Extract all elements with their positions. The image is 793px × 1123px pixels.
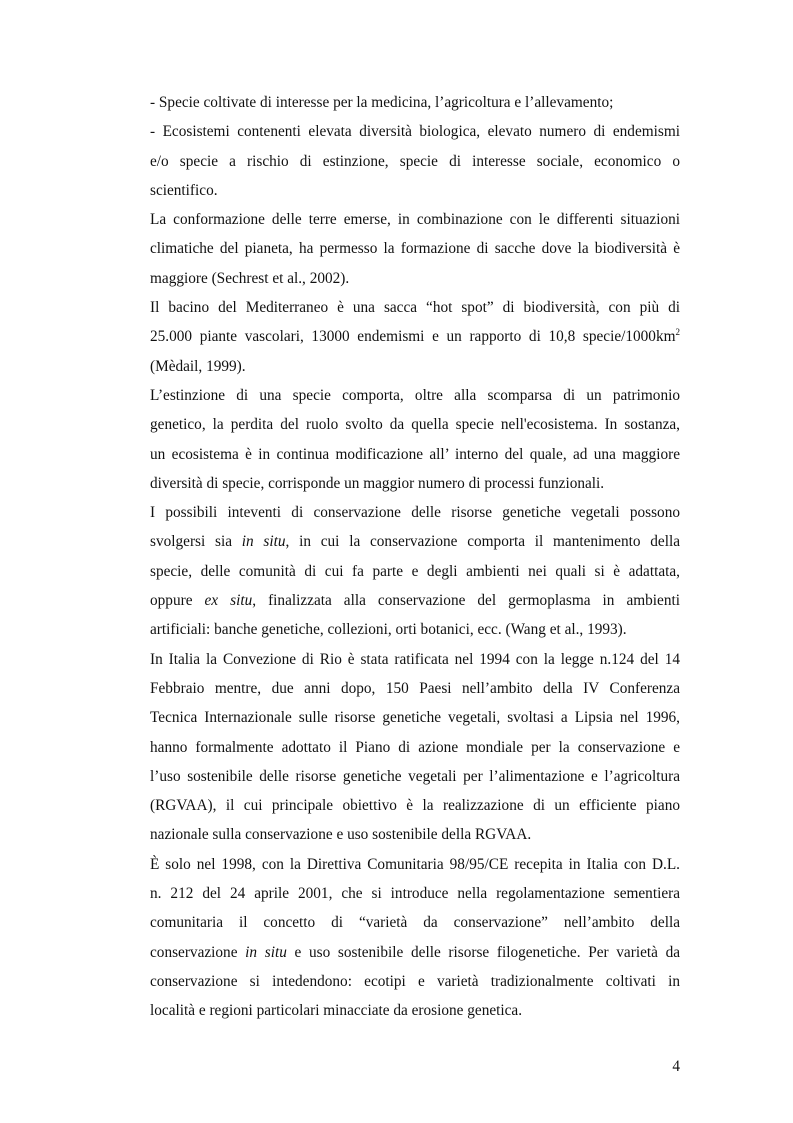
text-line xyxy=(150,527,680,556)
italic-term: in situ xyxy=(241,533,286,551)
text-segment: , in cui la conservazione comporta il mantenimento della xyxy=(285,533,680,551)
text-line: conservazione si intedendono: ecotipi e varietà tradizionalmente coltivati in xyxy=(150,972,680,990)
text-line: In Italia la Convezione di Rio è stata ratificata nel 1994 con la legge n.124 del 14 xyxy=(150,650,680,668)
text-line: un ecosistema è in continua modificazione all’ interno del quale, ad una maggiore xyxy=(150,445,680,463)
paragraph-land-conformation xyxy=(150,205,680,293)
superscript: 2 xyxy=(675,327,680,338)
paragraph-mediterranean-basin xyxy=(150,293,680,381)
text-line: maggiore (Sechrest et al., 2002). xyxy=(150,269,350,287)
italic-term: ex situ xyxy=(204,592,253,610)
text-line: - Ecosistemi contenenti elevata diversità biologica, elevato numero di endemismi xyxy=(150,123,680,141)
text-line: artificiali: banche genetiche, collezioni, orti botanici, ecc. (Wang et al., 1993). xyxy=(150,621,627,639)
text-line: (RGVAA), il cui principale obiettivo è la realizzazione di un efficiente piano xyxy=(150,797,680,815)
text-line xyxy=(150,938,680,967)
text-segment: svolgersi sia xyxy=(150,533,242,551)
text-line: n. 212 del 24 aprile 2001, che si introduce nella regolamentazione sementiera xyxy=(150,885,680,903)
text-segment: e uso sostenibile delle risorse filogenetiche. Per varietà da xyxy=(286,943,681,961)
text-line: l’uso sostenibile delle risorse genetiche vegetali per l’alimentazione e l’agricoltura xyxy=(150,767,680,785)
text-line: climatiche del pianeta, ha permesso la formazione di sacche dove la biodiversità è xyxy=(150,240,680,258)
text-segment: conservazione xyxy=(150,943,246,961)
text-line: comunitaria il concetto di “varietà da conservazione” nell’ambito della xyxy=(150,914,680,932)
text-line: specie, delle comunità di cui fa parte e degli ambienti nei quali si è adattata, xyxy=(150,562,680,580)
paragraph-conservation-interventions xyxy=(150,498,680,644)
text-line: hanno formalmente adottato il Piano di azione mondiale per la conservazione e xyxy=(150,738,680,756)
paragraph-ecosystems xyxy=(150,117,680,205)
text-line: - Specie coltivate di interesse per la medicina, l’agricoltura e l’allevamento; xyxy=(150,94,614,111)
paragraph-community-directive xyxy=(150,850,680,1026)
text-segment: oppure xyxy=(150,592,205,610)
text-line: (Mèdail, 1999). xyxy=(150,357,246,375)
text-line xyxy=(150,322,680,351)
text-line: nazionale sulla conservazione e uso sostenibile della RGVAA. xyxy=(150,826,532,844)
text-line: genetico, la perdita del ruolo svolto da quella specie nell'ecosistema. In sostanza, xyxy=(150,416,680,434)
text-line: È solo nel 1998, con la Direttiva Comunitaria 98/95/CE recepita in Italia con D.L. xyxy=(150,855,680,873)
text-line: diversità di specie, corrisponde un maggior numero di processi funzionali. xyxy=(150,474,605,492)
text-line: Tecnica Internazionale sulle risorse genetiche vegetali, svoltasi a Lipsia nel 1996, xyxy=(150,709,680,727)
text-segment: 25.000 piante vascolari, 13000 endemismi e un rapporto di 10,8 specie/1000km xyxy=(150,328,676,346)
text-line: La conformazione delle terre emerse, in combinazione con le differenti situazioni xyxy=(150,211,680,229)
paragraph-species-extinction xyxy=(150,381,680,498)
text-segment: , finalizzata alla conservazione del germoplasma in ambienti xyxy=(252,592,680,610)
document-body xyxy=(150,88,680,1026)
page-number: 4 xyxy=(672,1058,680,1075)
paragraph-cultivated-species xyxy=(150,88,680,117)
text-line: L’estinzione di una specie comporta, oltre alla scomparsa di un patrimonio xyxy=(150,386,680,404)
italic-term: in situ xyxy=(245,943,287,961)
text-line: scientifico. xyxy=(150,181,218,199)
text-line xyxy=(150,586,680,615)
paragraph-rio-convention xyxy=(150,645,680,850)
text-line: Il bacino del Mediterraneo è una sacca “hot spot” di biodiversità, con più di xyxy=(150,299,680,317)
text-line: e/o specie a rischio di estinzione, specie di interesse sociale, economico o xyxy=(150,152,680,170)
text-line: I possibili inteventi di conservazione delle risorse genetiche vegetali possono xyxy=(150,504,680,522)
text-line: località e regioni particolari minacciate da erosione genetica. xyxy=(150,1002,523,1020)
text-line: Febbraio mentre, due anni dopo, 150 Paesi nell’ambito della IV Conferenza xyxy=(150,679,680,697)
